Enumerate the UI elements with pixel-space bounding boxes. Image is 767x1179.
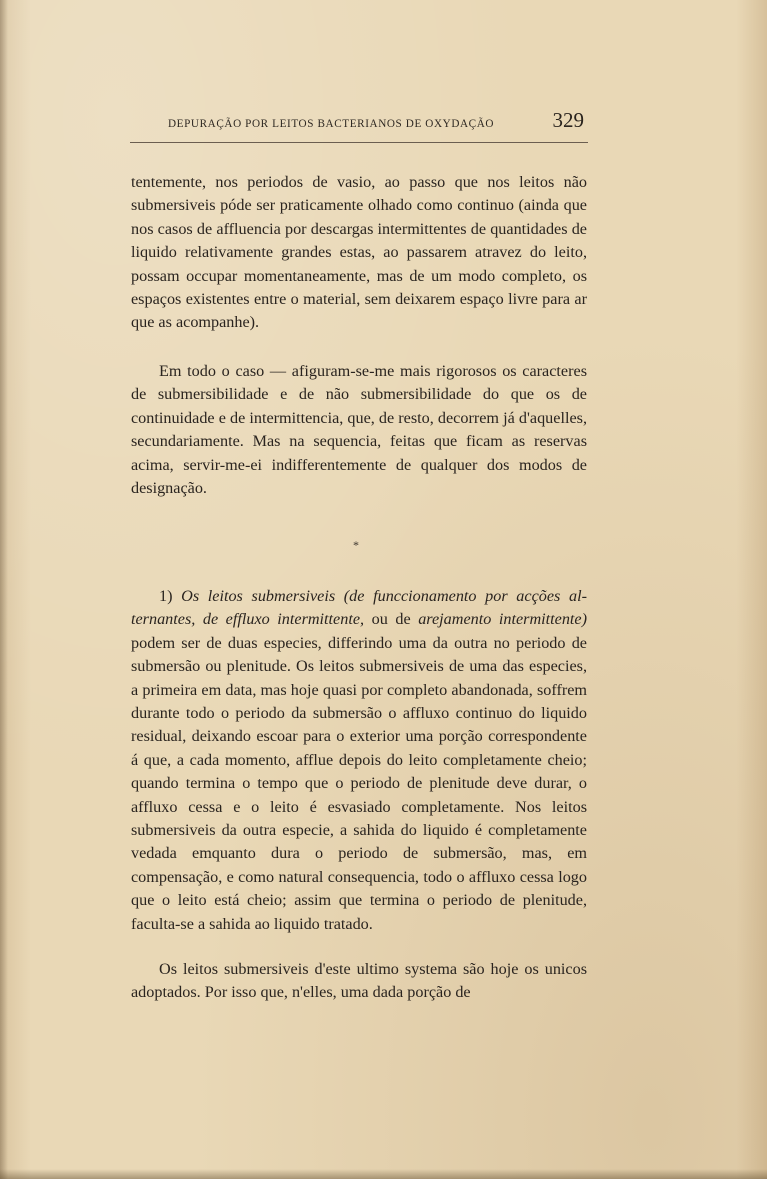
running-title: DEPURAÇÃO POR LEITOS BACTERIANOS DE OXYDAÇÃO [168, 118, 495, 130]
running-head [130, 108, 588, 143]
paragraph-4 [131, 958, 587, 1005]
paragraph-2-text: Em todo o caso — afiguram-se-me mais rigorosos os caracteres de submersibilidade e de não submersibilidade do que os de continuidade e de intermittencia, que, de resto, decorrem já d'aquelles, secundariamente. Mas na sequencia, feitas que ficam as reservas acima, servir-me-ei indifferentemente de qualquer dos modos de designação. [131, 362, 587, 498]
italic-phrase-2: arejamento intermittente) [418, 610, 587, 629]
paragraph-continued [131, 171, 587, 335]
plain-phrase-1: ou de [364, 610, 419, 629]
plain-phrase-2: podem ser de duas especies, differindo uma da outra no periodo de submersão ou plenitude. Os leitos submersiveis de uma das especies, a primeira em data, mas hoje quasi por completo abandonada, soffrem durante todo o periodo da submersão o affluxo continuo do liquido residual, deixando escoar para o exterior uma porção correspondente á que, a cada momento, afflue depois do leito completamente cheio; quando termina o tempo que o periodo de plenitude deve durar, o affluxo cessa e o leito é esvasiado completamente. Nos leitos submersiveis da outra especie, a sahida do liquido é completamente vedada emquanto dura o periodo de submersão, mas, em compensação, e como natural consequencia, todo o affluxo cessa logo que o leito está cheio; assim que termina o periodo de plenitude, faculta-se a sahida ao liquido tratado. [131, 633, 587, 933]
paragraph-2 [131, 360, 587, 500]
section-separator: * [353, 538, 359, 552]
item-number: 1) [159, 587, 173, 605]
page-number: 329 [552, 108, 584, 132]
page-gutter-shadow [0, 0, 8, 1179]
page-bottom-shadow [0, 1169, 767, 1179]
paragraph-4-text: Os leitos submersiveis d'este ultimo systema são hoje os unicos adoptados. Por isso que, n'elles, uma dada porção de [131, 960, 587, 1002]
paragraph-3-text [131, 585, 587, 936]
paragraph-3 [131, 585, 587, 936]
paragraph-1-text: tentemente, nos periodos de vasio, ao passo que nos leitos não submersiveis póde ser praticamente olhado como continuo (ainda que nos casos de affluencia por descargas intermittentes de quantidades de liquido relativamente grandes estas, ao passarem atravez do leito, possam occupar momentaneamente, mas de um modo completo, os espaços existentes entre o material, sem deixarem espaço livre para ar que as acompanhe). [131, 173, 587, 332]
italic-phrase-1: Os leitos submersiveis (de funccionamento por acções alternantes, de effluxo intermittente, [131, 587, 587, 629]
